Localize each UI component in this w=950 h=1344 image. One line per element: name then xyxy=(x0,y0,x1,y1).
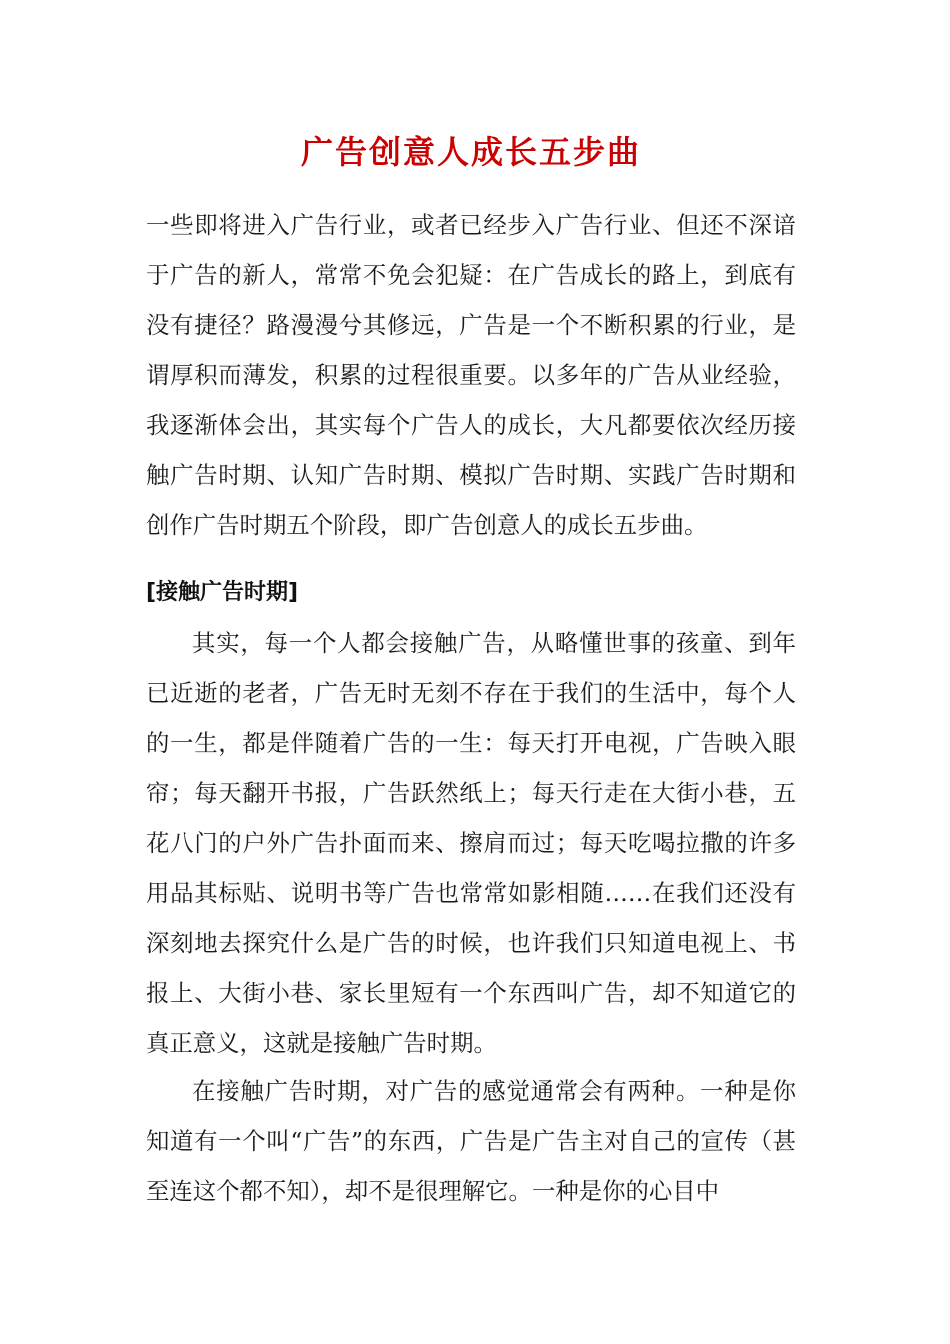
document-title: 广告创意人成长五步曲 xyxy=(300,133,641,171)
body-paragraph: 其实，每一个人都会接触广告，从略懂世事的孩童、到年已近逝的老者，广告无时无刻不存在于我们的生活中，每个人的一生，都是伴随着广告的一生：每天打开电视，广告映入眼帘；每天翻开书报，广告跃然纸上；每天行走在大街小巷，五花八门的户外广告扑面而来、擦肩而过；每天吃喝拉撒的许多用品其标贴、说明书等广告也常常如影相随……在我们还没有深刻地去探究什么是广告的时候，也许我们只知道电视上、书报上、大街小巷、家长里短有一个东西叫广告，却不知道它的真正意义，这就是接触广告时期。 xyxy=(146,629,796,1057)
body-paragraph: 在接触广告时期，对广告的感觉通常会有两种。一种是你知道有一个叫“广告”的东西，广告是广告主对自己的宣传（甚至连这个都不知），却不是很理解它。一种是你的心目中 xyxy=(146,1077,796,1205)
section-heading: [接触广告时期] xyxy=(146,580,299,605)
intro-paragraph: 一些即将进入广告行业，或者已经步入广告行业、但还不深谙于广告的新人，常常不免会犯疑：在广告成长的路上，到底有没有捷径？路漫漫兮其修远，广告是一个不断积累的行业，是谓厚积而薄发，积累的过程很重要。以多年的广告从业经验，我逐渐体会出，其实每个广告人的成长，大凡都要依次经历接触广告时期、认知广告时期、模拟广告时期、实践广告时期和创作广告时期五个阶段，即广告创意人的成长五步曲。 xyxy=(146,211,796,539)
